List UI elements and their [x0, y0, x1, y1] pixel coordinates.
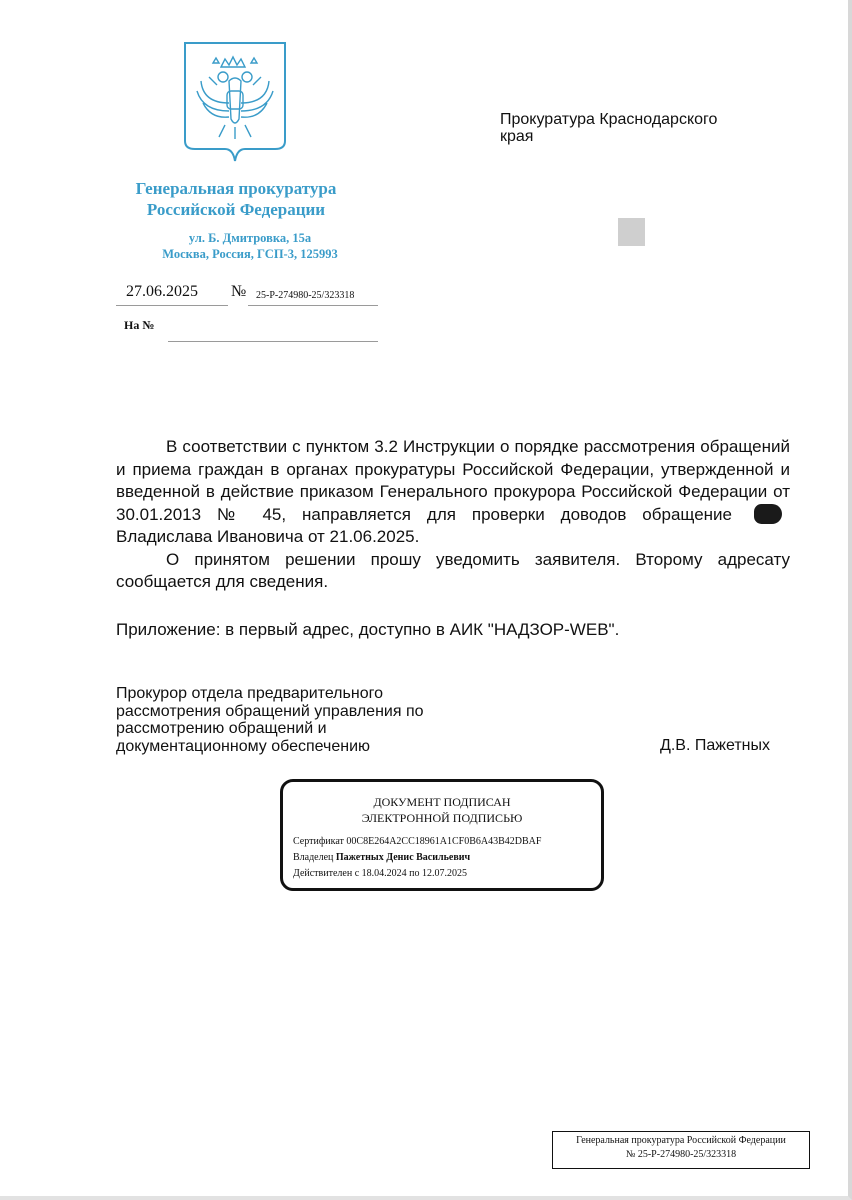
footer-number: № 25-Р-274980-25/323318	[625, 1149, 737, 1160]
stamp-title-line-2: ЭЛЕКТРОННОЙ ПОДПИСЬЮ	[361, 811, 523, 825]
position-line-2: рассмотрения обращений управления по	[116, 702, 424, 720]
stamp-owner	[293, 852, 470, 863]
address-line-1: ул. Б. Дмитровка, 15а	[188, 231, 312, 245]
paragraph-1-end: Владислава Ивановича от 21.06.2025.	[116, 527, 420, 546]
recipient-block	[500, 111, 780, 145]
attachment-note: Приложение: в первый адрес, доступно в АИК "НАДЗОР-WEB".	[116, 620, 620, 639]
number-sign: №	[231, 283, 247, 300]
signer-position	[116, 685, 496, 755]
document-date: 27.06.2025	[126, 283, 198, 300]
electronic-signature-stamp	[280, 779, 604, 891]
stamp-title	[283, 794, 601, 826]
redacted-surname	[754, 504, 782, 524]
paragraph-2: О принятом решении прошу уведомить заявителя. Второму адресату сообщается для сведения.	[116, 549, 790, 591]
date-underline	[116, 305, 228, 306]
org-line-2: Российской Федерации	[146, 200, 326, 219]
valid-to-label: по	[409, 868, 420, 879]
redacted-square	[618, 218, 645, 246]
recipient-line-1: Прокуратура Краснодарского	[500, 111, 718, 128]
organization-name	[95, 178, 377, 220]
footer-registration-box	[552, 1131, 810, 1169]
regnum-underline	[248, 305, 378, 306]
stamp-validity	[293, 868, 467, 879]
org-line-1: Генеральная прокуратура	[135, 179, 337, 198]
owner-label: Владелец	[293, 852, 334, 863]
valid-label: Действителен с	[293, 868, 360, 879]
registration-number: 25-Р-274980-25/323318	[256, 290, 355, 301]
signer-name: Д.В. Пажетных	[660, 737, 770, 754]
coat-of-arms-emblem	[183, 41, 287, 163]
valid-from: 18.04.2024	[361, 868, 407, 879]
footer-org: Генеральная прокуратура Российской Федерации	[576, 1135, 786, 1146]
cert-label: Сертификат	[293, 836, 344, 847]
organization-address	[130, 230, 370, 262]
valid-to: 12.07.2025	[422, 868, 468, 879]
letter-body	[116, 436, 790, 594]
stamp-certificate	[293, 836, 541, 847]
paragraph-1	[116, 436, 790, 549]
position-line-3: рассмотрению обращений и	[116, 720, 327, 737]
recipient-line-2: края	[500, 128, 534, 145]
paragraph-1-text: В соответствии с пунктом 3.2 Инструкции о порядке рассмотрения обращений и приема граждан в органах прокуратуры Российской Федерации, утвержденной и введенной в действие приказом Генерального прокурора Российской Федерации от 30.01.2013 № 45, направляется для проверки доводов обращение	[116, 437, 790, 524]
address-line-2: Москва, Россия, ГСП-3, 125993	[162, 247, 338, 261]
owner-value: Пажетных Денис Васильевич	[335, 852, 471, 863]
cert-value: 00C8E264A2CC18961A1CF0B6A43B42DBAF	[346, 836, 542, 847]
position-line-4: документационному обеспечению	[116, 737, 371, 755]
position-line-1: Прокурор отдела предварительного	[116, 685, 383, 702]
reference-number-line	[168, 341, 378, 342]
reference-number-label: На №	[124, 318, 155, 332]
stamp-title-line-1: ДОКУМЕНТ ПОДПИСАН	[373, 795, 511, 809]
